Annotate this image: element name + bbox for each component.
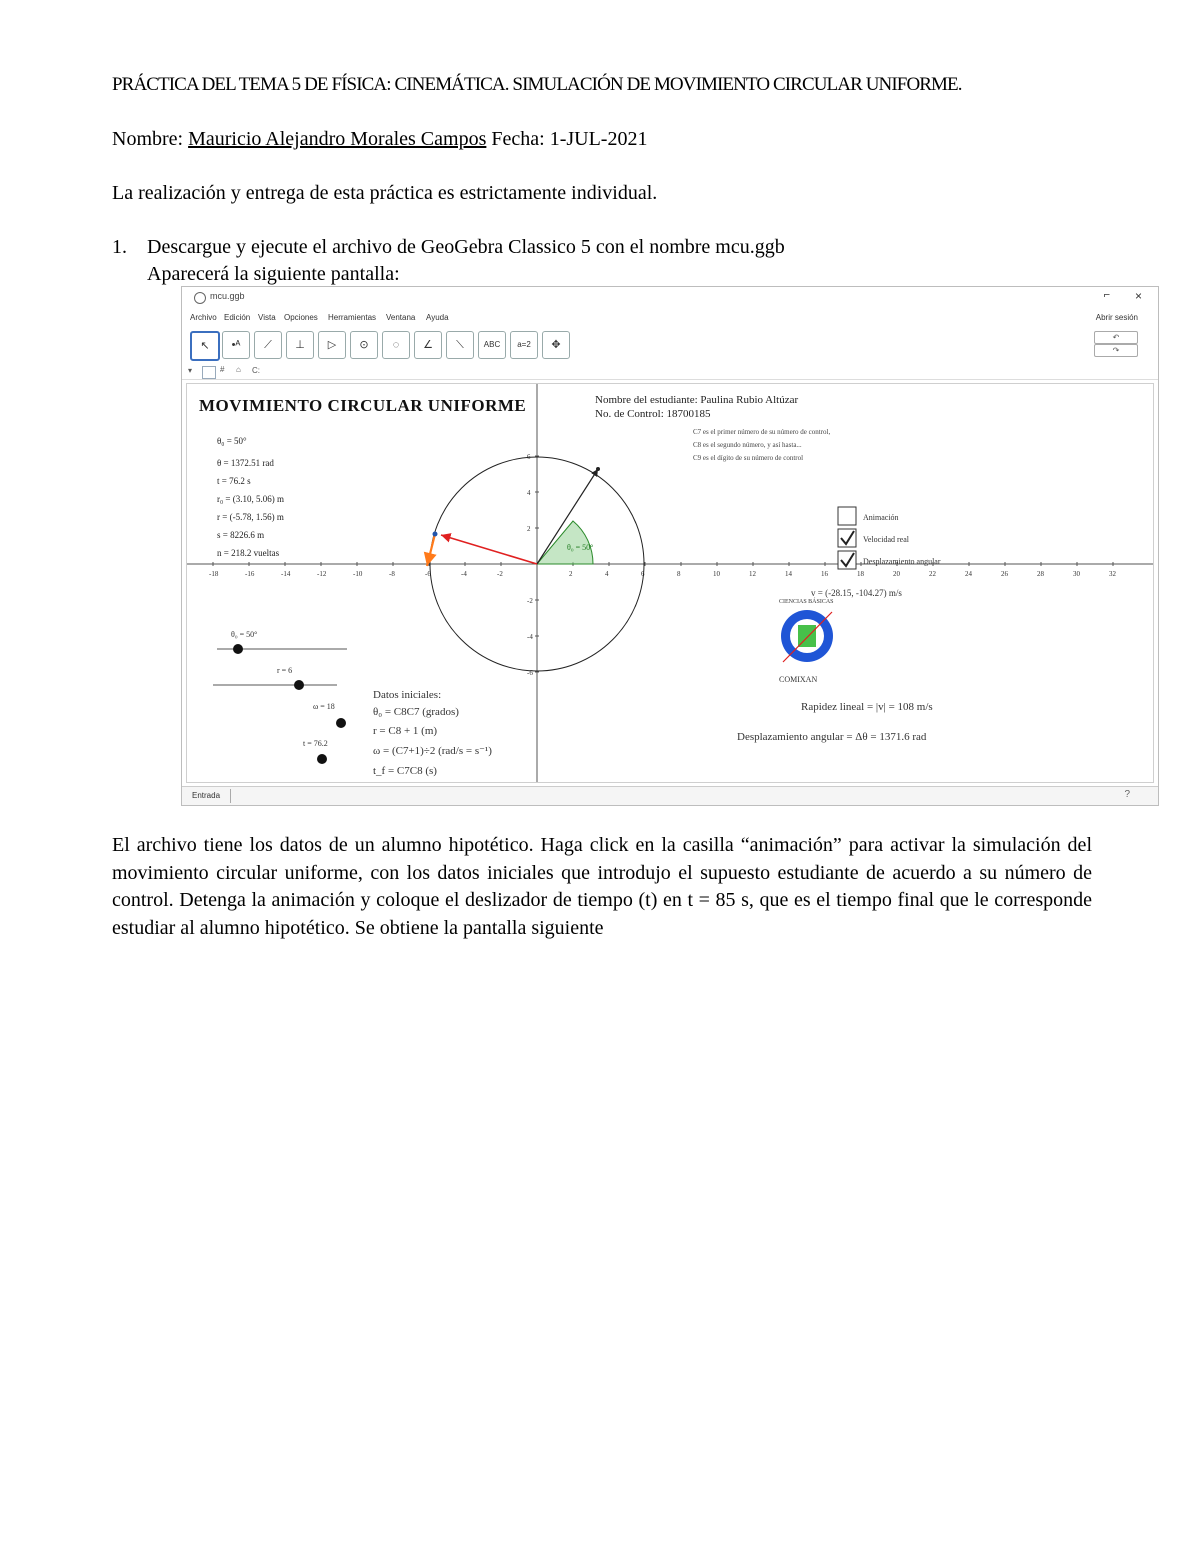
window-titlebar bbox=[182, 287, 1158, 309]
x-tick-label: 14 bbox=[785, 570, 792, 578]
menu-archivo[interactable]: Archivo bbox=[190, 313, 217, 322]
student-line: Nombre del estudiante: Paulina Rubio Altúzar bbox=[595, 394, 799, 406]
date-label: Fecha: bbox=[491, 128, 545, 150]
x-tick-label: -14 bbox=[281, 570, 291, 578]
axes-toggle-icon[interactable] bbox=[202, 366, 216, 379]
text-tool-button[interactable]: ABC bbox=[478, 331, 506, 359]
line-tool-icon[interactable]: ⟋ bbox=[254, 331, 282, 359]
menu-vista[interactable]: Vista bbox=[258, 313, 276, 322]
x-tick-label: 26 bbox=[1001, 570, 1008, 578]
x-tick-label: -8 bbox=[389, 570, 395, 578]
x-tick-label: 24 bbox=[965, 570, 972, 578]
velocity-text: v = (-28.15, -104.27) m/s bbox=[811, 588, 902, 598]
dato-r: r = C8 + 1 (m) bbox=[373, 725, 438, 737]
x-tick-label: 30 bbox=[1073, 570, 1080, 578]
x-tick-label: 16 bbox=[821, 570, 828, 578]
login-link[interactable]: Abrir sesión bbox=[1095, 313, 1138, 322]
item1-line1: Descargue y ejecute el archivo de GeoGebra Classico 5 con el nombre mcu.ggb bbox=[147, 236, 785, 258]
angle-tool-icon[interactable]: ∠ bbox=[414, 331, 442, 359]
readout-time: t = 76.2 s bbox=[217, 476, 251, 486]
x-tick-label: 10 bbox=[713, 570, 720, 578]
y-tick-label: -2 bbox=[527, 597, 533, 605]
grid-toggle-icon[interactable]: # bbox=[220, 365, 225, 374]
move-view-tool-icon[interactable]: ✥ bbox=[542, 331, 570, 359]
y-tick-label: 4 bbox=[527, 489, 531, 497]
name-line bbox=[112, 128, 647, 151]
item1-number: 1. bbox=[112, 236, 127, 258]
x-tick-label: 32 bbox=[1109, 570, 1116, 578]
slider-omega-label: ω = 18 bbox=[313, 702, 335, 711]
window-title: mcu.ggb bbox=[210, 291, 245, 301]
readout-theta: θ = 1372.51 rad bbox=[217, 458, 274, 468]
school-logo bbox=[779, 597, 834, 662]
readout-arc: s = 8226.6 m bbox=[217, 530, 265, 540]
readout-r0: r₀ = (3.10, 5.06) m bbox=[217, 494, 284, 504]
checkbox-velocidad-label: Velocidad real bbox=[863, 535, 909, 544]
control-line: No. de Control: 18700185 bbox=[595, 408, 711, 420]
note-line-2: C8 es el segundo número, y así hasta... bbox=[693, 441, 802, 449]
menu-edicion[interactable]: Edición bbox=[224, 313, 251, 322]
initial-point bbox=[596, 467, 600, 471]
menu-herramientas[interactable]: Herramientas bbox=[328, 313, 377, 322]
date-value: 1-JUL-2021 bbox=[549, 128, 648, 150]
close-icon[interactable]: × bbox=[1134, 289, 1142, 303]
x-tick-label: 8 bbox=[677, 570, 681, 578]
slider-theta0-knob[interactable] bbox=[233, 644, 243, 654]
geogebra-window bbox=[181, 286, 1159, 806]
redo-icon[interactable]: ↷ bbox=[1094, 344, 1138, 357]
slider-theta0-label: θ₀ = 50° bbox=[231, 630, 258, 639]
perpendicular-tool-icon[interactable]: ⊥ bbox=[286, 331, 314, 359]
particle-point[interactable] bbox=[433, 532, 438, 537]
svg-text:CIENCIAS BÁSICAS: CIENCIAS BÁSICAS bbox=[779, 599, 834, 605]
style-bar bbox=[182, 365, 1158, 380]
maximize-icon[interactable]: ⌐ bbox=[1103, 289, 1110, 301]
menu-ayuda[interactable]: Ayuda bbox=[426, 313, 449, 322]
point-tool-icon[interactable]: •ᴬ bbox=[222, 331, 250, 359]
x-tick-label: -10 bbox=[353, 570, 363, 578]
x-tick-label: 6 bbox=[641, 570, 645, 578]
x-tick-label: 28 bbox=[1037, 570, 1044, 578]
readout-turns: n = 218.2 vueltas bbox=[217, 548, 280, 558]
x-tick-label: -18 bbox=[209, 570, 219, 578]
x-tick-label: -6 bbox=[425, 570, 431, 578]
x-tick-label: -2 bbox=[497, 570, 503, 578]
readout-r: r = (-5.78, 1.56) m bbox=[217, 512, 284, 522]
x-tick-label: 4 bbox=[605, 570, 609, 578]
undo-icon[interactable]: ↶ bbox=[1094, 331, 1138, 344]
y-tick-label: 6 bbox=[527, 453, 531, 461]
document-title: PRÁCTICA DEL TEMA 5 DE FÍSICA: CINEMÁTICA. SIMULACIÓN DE MOVIMIENTO CIRCULAR UNIFORME. bbox=[112, 74, 962, 95]
velocity-vector bbox=[427, 534, 435, 566]
speed-line: Rapidez lineal = |v| = 108 m/s bbox=[801, 701, 933, 713]
polygon-tool-icon[interactable]: ▷ bbox=[318, 331, 346, 359]
x-tick-label: 12 bbox=[749, 570, 756, 578]
checkbox-desplazamiento-label: Desplazamiento angular bbox=[863, 557, 941, 566]
x-tick-label: -16 bbox=[245, 570, 255, 578]
angular-displacement-line: Desplazamiento angular = Δθ = 1371.6 rad bbox=[737, 731, 927, 743]
item1-line2: Aparecerá la siguiente pantalla: bbox=[147, 263, 400, 285]
circle-tool-icon[interactable]: ⊙ bbox=[350, 331, 378, 359]
style-toggle-icon[interactable]: ▾ bbox=[188, 366, 193, 375]
menu-ventana[interactable]: Ventana bbox=[386, 313, 416, 322]
readout-theta0: θ₀ = 50° bbox=[217, 436, 247, 446]
slider-r-label: r = 6 bbox=[277, 666, 293, 675]
slider-time-knob[interactable] bbox=[317, 754, 327, 764]
x-tick-label: -4 bbox=[461, 570, 467, 578]
graph-title: MOVIMIENTO CIRCULAR UNIFORME bbox=[199, 396, 527, 415]
slider-r-knob[interactable] bbox=[294, 680, 304, 690]
geogebra-logo-icon bbox=[194, 292, 206, 304]
input-bar[interactable] bbox=[182, 786, 1158, 805]
y-tick-label: -6 bbox=[527, 669, 533, 677]
x-tick-label: 18 bbox=[857, 570, 864, 578]
input-label: Entrada bbox=[192, 791, 221, 800]
move-tool-icon[interactable]: ↖ bbox=[190, 331, 220, 361]
dato-omega: ω = (C7+1)÷2 (rad/s = s⁻¹) bbox=[373, 745, 492, 757]
ellipse-tool-icon[interactable]: ◌ bbox=[382, 331, 410, 359]
logo-caption: COMIXAN bbox=[779, 675, 818, 684]
slider-time-label: t = 76.2 bbox=[303, 739, 328, 748]
x-tick-label: 20 bbox=[893, 570, 900, 578]
y-tick-label: -4 bbox=[527, 633, 533, 641]
angle-label: θ₀ = 50° bbox=[567, 543, 594, 552]
slider-omega-knob[interactable] bbox=[336, 718, 346, 728]
menu-opciones[interactable]: Opciones bbox=[284, 313, 318, 322]
dato-tf: t_f = C7C8 (s) bbox=[373, 765, 437, 777]
checkbox-animacion-label: Animación bbox=[863, 513, 899, 522]
datos-title: Datos iniciales: bbox=[373, 689, 442, 701]
style-label[interactable]: C: bbox=[252, 366, 260, 375]
checkbox-animacion[interactable] bbox=[838, 507, 856, 525]
home-icon[interactable]: ⌂ bbox=[236, 365, 241, 374]
graphics-view[interactable] bbox=[186, 383, 1154, 783]
graphics-canvas[interactable] bbox=[187, 384, 1153, 782]
slider-tool-button[interactable]: a=2 bbox=[510, 331, 538, 359]
x-tick-label: 2 bbox=[569, 570, 573, 578]
note-line-1: C7 es el primer número de su número de control, bbox=[693, 428, 831, 436]
note-line-3: C9 es el dígito de su número de control bbox=[693, 454, 804, 462]
individual-note: La realización y entrega de esta práctica es estrictamente individual. bbox=[112, 182, 658, 204]
menu-bar bbox=[182, 311, 1158, 327]
help-icon[interactable]: ? bbox=[1124, 789, 1130, 800]
instructions-paragraph: El archivo tiene los datos de un alumno hipotético. Haga click en la casilla “animación” para activar la simulación del movimiento circular uniforme, con los datos iniciales que introdujo el supuesto estudiante de acuerdo a su número de control. Detenga la animación y coloque el deslizador de tiempo (t) en t = 85 s, que es el tiempo final que le corresponde estudiar al alumno hipotético. Se obtiene la pantalla siguiente bbox=[112, 834, 1092, 939]
x-tick-label: 22 bbox=[929, 570, 936, 578]
reflect-tool-icon[interactable]: ⟍ bbox=[446, 331, 474, 359]
dato-theta0: θ₀ = C8C7 (grados) bbox=[373, 706, 459, 718]
position-vector bbox=[441, 535, 537, 564]
name-label: Nombre: bbox=[112, 128, 184, 150]
x-tick-label: -12 bbox=[317, 570, 327, 578]
student-name: Mauricio Alejandro Morales Campos bbox=[188, 128, 487, 150]
y-tick-label: 2 bbox=[527, 525, 531, 533]
